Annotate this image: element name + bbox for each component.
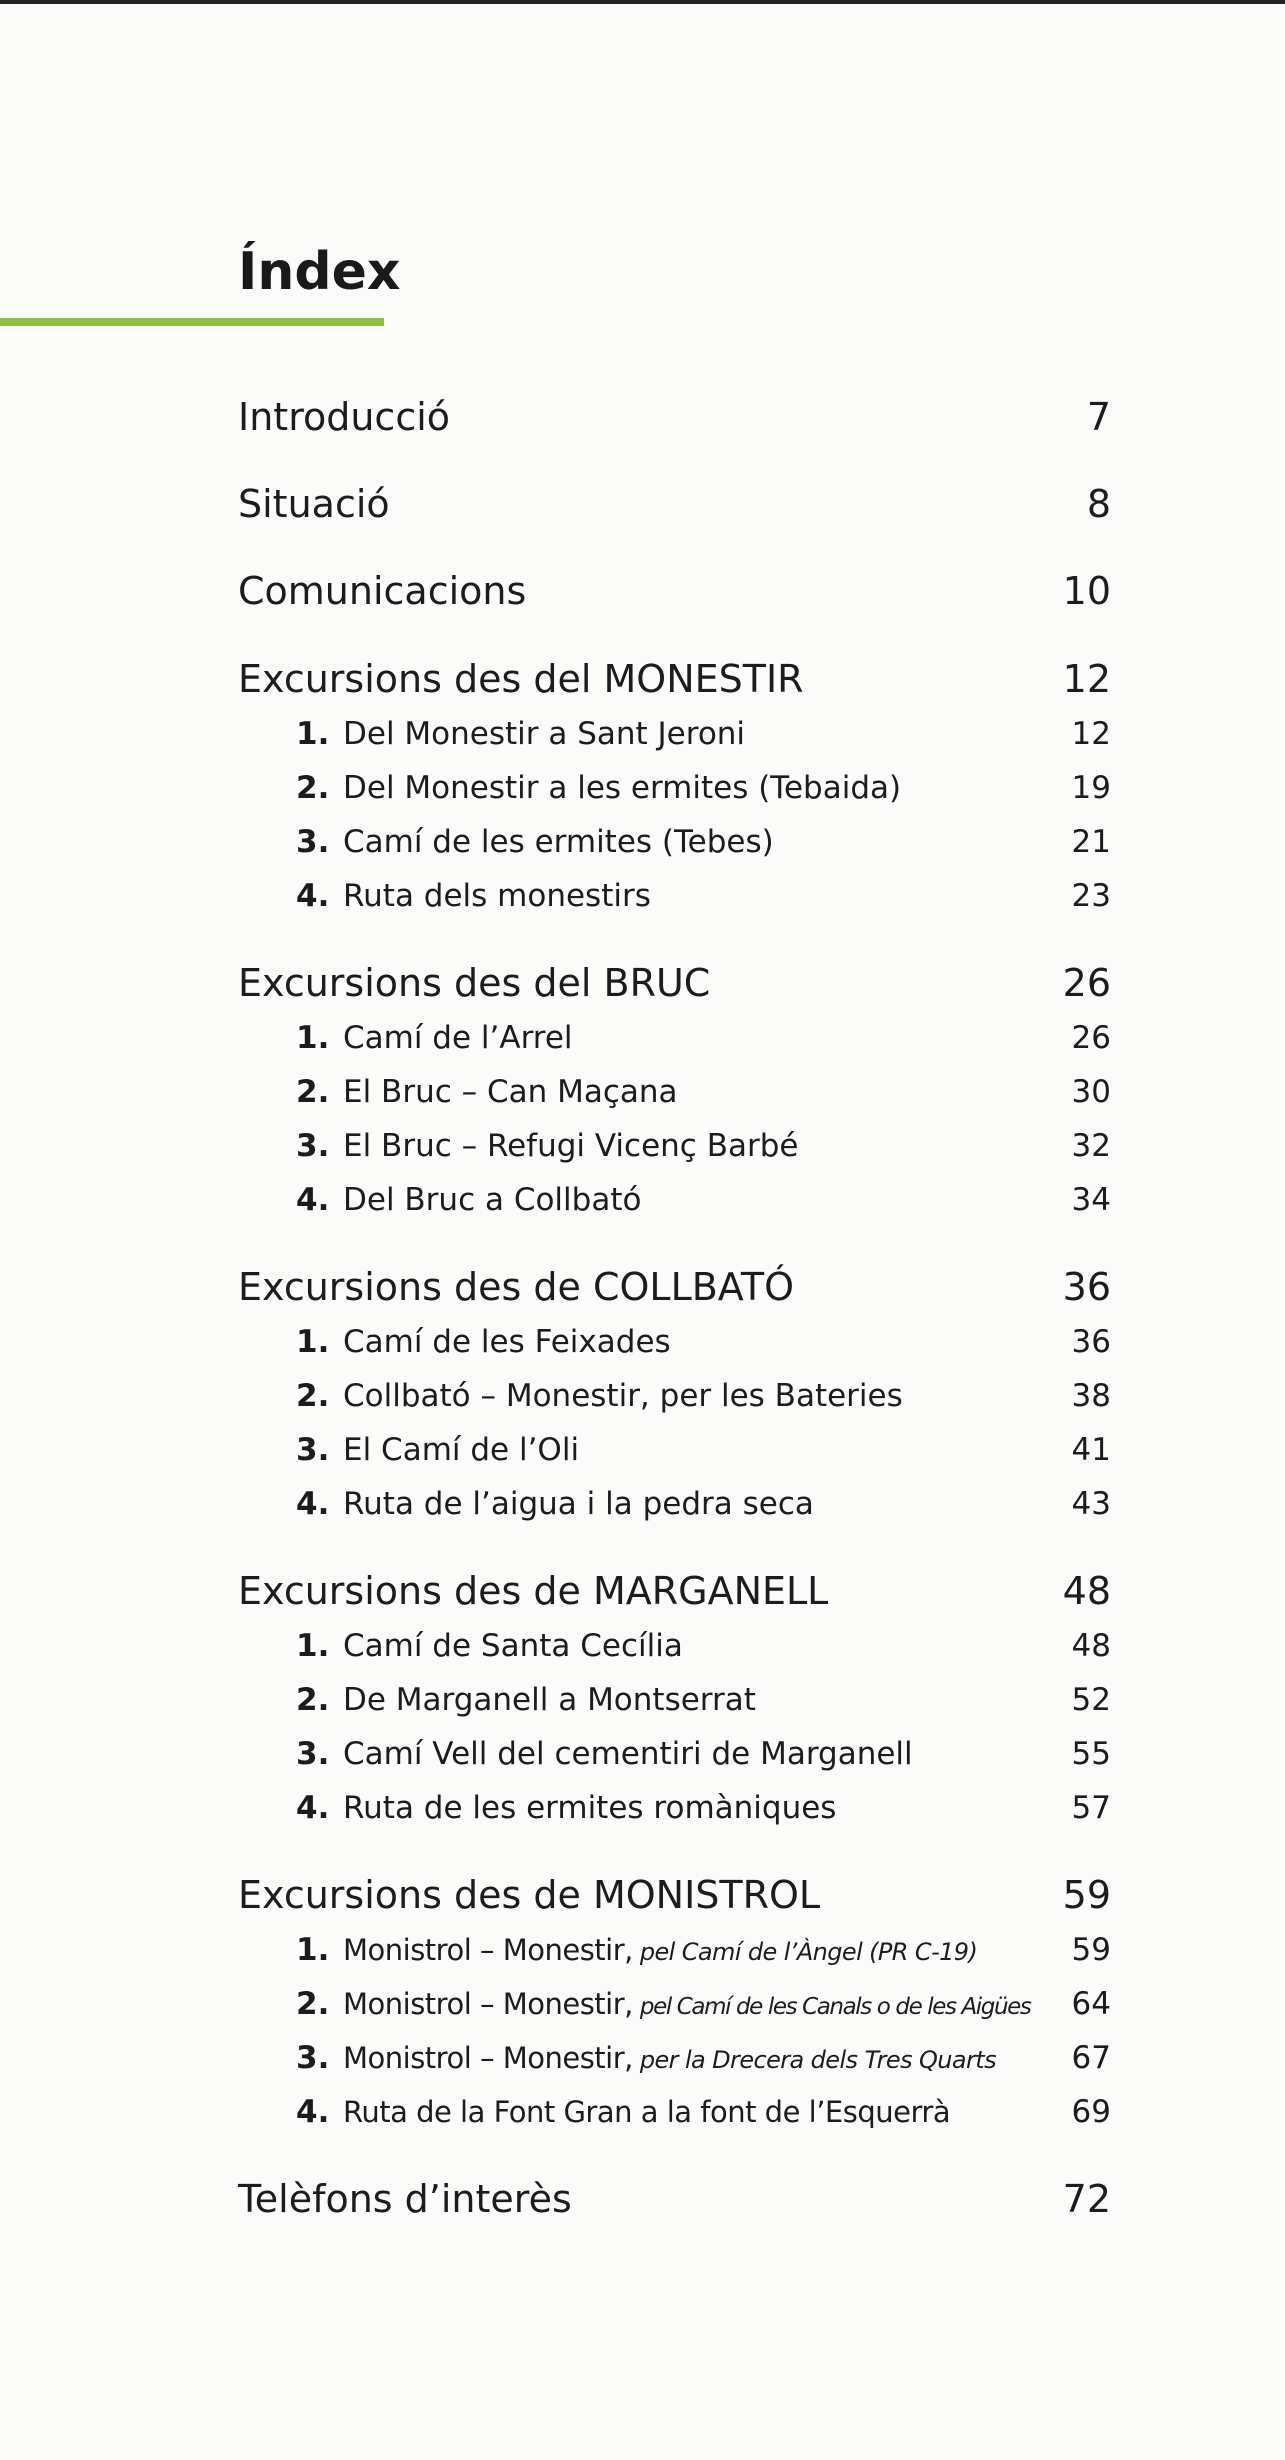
item-number: 1. [296, 1020, 330, 1056]
toc-entry-label: Introducció [238, 395, 451, 439]
item-number: 2. [296, 770, 330, 806]
item-number: 1. [296, 716, 330, 752]
toc-item[interactable] [296, 1122, 1111, 1170]
item-number: 2. [296, 1986, 330, 2022]
item-text: Camí de Santa Cecília [343, 1628, 683, 1664]
toc-page-number: 19 [1071, 770, 1111, 806]
toc-page-number: 36 [1062, 1265, 1111, 1309]
toc-page-number: 57 [1071, 1790, 1111, 1826]
item-text: Camí Vell del cementiri de Marganell [343, 1736, 913, 1772]
item-text: Ruta de les ermites romàniques [343, 1790, 837, 1826]
toc-page-number: 12 [1071, 716, 1111, 752]
page-title: Índex [238, 242, 401, 302]
item-text: Ruta de l’aigua i la pedra seca [343, 1486, 814, 1522]
title-underline [0, 318, 384, 326]
toc-page-number: 10 [1062, 569, 1111, 613]
item-text: Camí de l’Arrel [343, 1020, 573, 1056]
toc-section-monistrol[interactable] [238, 1867, 1111, 1923]
toc-item[interactable] [296, 2088, 1111, 2136]
toc-page-number: 64 [1071, 1986, 1111, 2022]
item-text: Camí de les Feixades [343, 1324, 671, 1360]
item-text: Del Monestir a Sant Jeroni [343, 716, 746, 752]
toc-page-number: 55 [1071, 1736, 1111, 1772]
toc-page-number: 67 [1071, 2040, 1111, 2076]
toc-page-number: 52 [1071, 1682, 1111, 1718]
toc-page-number: 32 [1071, 1128, 1111, 1164]
top-border [0, 0, 1285, 4]
toc-page-number: 59 [1062, 1873, 1111, 1917]
toc-item[interactable] [296, 1784, 1111, 1832]
toc-page-number: 26 [1071, 1020, 1111, 1056]
item-number: 4. [296, 1486, 330, 1522]
toc-page-number: 43 [1071, 1486, 1111, 1522]
item-note: per la Drecera dels Tres Quarts [639, 2046, 997, 2074]
item-number: 1. [296, 1324, 330, 1360]
toc-item[interactable] [296, 1068, 1111, 1116]
toc-entry-introduccio[interactable] [238, 389, 1111, 445]
item-text: Ruta dels monestirs [343, 878, 651, 914]
item-text: Del Bruc a Collbató [343, 1182, 642, 1218]
toc-item[interactable] [296, 818, 1111, 866]
item-number: 3. [296, 824, 330, 860]
item-text: De Marganell a Montserrat [343, 1682, 756, 1718]
toc-page-number: 41 [1071, 1432, 1111, 1468]
toc-section-marganell[interactable] [238, 1563, 1111, 1619]
toc-item[interactable] [296, 764, 1111, 812]
item-number: 3. [296, 1432, 330, 1468]
toc-section-label: Excursions des de MONISTROL [238, 1873, 821, 1917]
item-number: 4. [296, 1182, 330, 1218]
item-note: pel Camí de l’Àngel (PR C-19) [639, 1938, 978, 1966]
item-text: El Camí de l’Oli [343, 1432, 580, 1468]
toc-item[interactable] [296, 872, 1111, 920]
toc-item[interactable] [296, 2034, 1111, 2082]
item-text: Camí de les ermites (Tebes) [343, 824, 774, 860]
toc-page-number: 48 [1071, 1628, 1111, 1664]
item-number: 3. [296, 1736, 330, 1772]
item-number: 3. [296, 2040, 330, 2076]
item-number: 2. [296, 1074, 330, 1110]
toc-page-number: 21 [1071, 824, 1111, 860]
toc-page-number: 23 [1071, 878, 1111, 914]
item-text: Collbató – Monestir, per les Bateries [343, 1378, 903, 1414]
toc-section-label: Excursions des de COLLBATÓ [238, 1265, 794, 1309]
toc-entry-telefons[interactable] [238, 2171, 1111, 2227]
toc-item[interactable] [296, 710, 1111, 758]
toc-section-label: Excursions des del MONESTIR [238, 657, 804, 701]
toc-item[interactable] [296, 1318, 1111, 1366]
item-number: 4. [296, 878, 330, 914]
toc-item[interactable] [296, 1014, 1111, 1062]
toc-item[interactable] [296, 1730, 1111, 1778]
item-text: Monistrol – Monestir, [343, 2041, 633, 2075]
item-number: 1. [296, 1932, 330, 1968]
toc-page-number: 69 [1071, 2094, 1111, 2130]
toc-page-number: 26 [1062, 961, 1111, 1005]
toc-entry-label: Telèfons d’interès [238, 2177, 572, 2221]
item-number: 2. [296, 1682, 330, 1718]
toc-page-number: 12 [1062, 657, 1111, 701]
toc-item[interactable] [296, 1480, 1111, 1528]
item-number: 2. [296, 1378, 330, 1414]
item-text: El Bruc – Refugi Vicenç Barbé [343, 1128, 799, 1164]
toc-section-collbato[interactable] [238, 1259, 1111, 1315]
toc-section-label: Excursions des de MARGANELL [238, 1569, 829, 1613]
toc-item[interactable] [296, 1980, 1111, 2028]
toc-page-number: 72 [1062, 2177, 1111, 2221]
toc-page-number: 36 [1071, 1324, 1111, 1360]
toc-section-label: Excursions des del BRUC [238, 961, 711, 1005]
item-number: 4. [296, 1790, 330, 1826]
toc-page-number: 30 [1071, 1074, 1111, 1110]
item-note: pel Camí de les Canals o de les Aigües [639, 1994, 1031, 2020]
item-text: Monistrol – Monestir, [343, 1987, 633, 2021]
toc-page-number: 59 [1071, 1932, 1111, 1968]
item-number: 1. [296, 1628, 330, 1664]
toc-page-number: 48 [1062, 1569, 1111, 1613]
item-number: 3. [296, 1128, 330, 1164]
toc-section-bruc[interactable] [238, 955, 1111, 1011]
toc-entry-label: Situació [238, 482, 390, 526]
toc-entry-label: Comunicacions [238, 569, 527, 613]
toc-entry-comunicacions[interactable] [238, 563, 1111, 619]
item-text: El Bruc – Can Maçana [343, 1074, 678, 1110]
toc-page-number: 38 [1071, 1378, 1111, 1414]
toc-item[interactable] [296, 1372, 1111, 1420]
toc-page-number: 7 [1086, 395, 1111, 439]
item-text: Monistrol – Monestir, [343, 1933, 633, 1967]
toc-entry-situacio[interactable] [238, 476, 1111, 532]
toc-item[interactable] [296, 1426, 1111, 1474]
toc-page-number: 34 [1071, 1182, 1111, 1218]
toc-item[interactable] [296, 1176, 1111, 1224]
toc-item[interactable] [296, 1676, 1111, 1724]
toc-section-monestir[interactable] [238, 651, 1111, 707]
toc-item[interactable] [296, 1622, 1111, 1670]
item-text: Ruta de la Font Gran a la font de l’Esquerrà [343, 2095, 951, 2129]
item-text: Del Monestir a les ermites (Tebaida) [343, 770, 902, 806]
item-number: 4. [296, 2094, 330, 2130]
toc-item[interactable] [296, 1926, 1111, 1974]
toc-page-number: 8 [1086, 482, 1111, 526]
